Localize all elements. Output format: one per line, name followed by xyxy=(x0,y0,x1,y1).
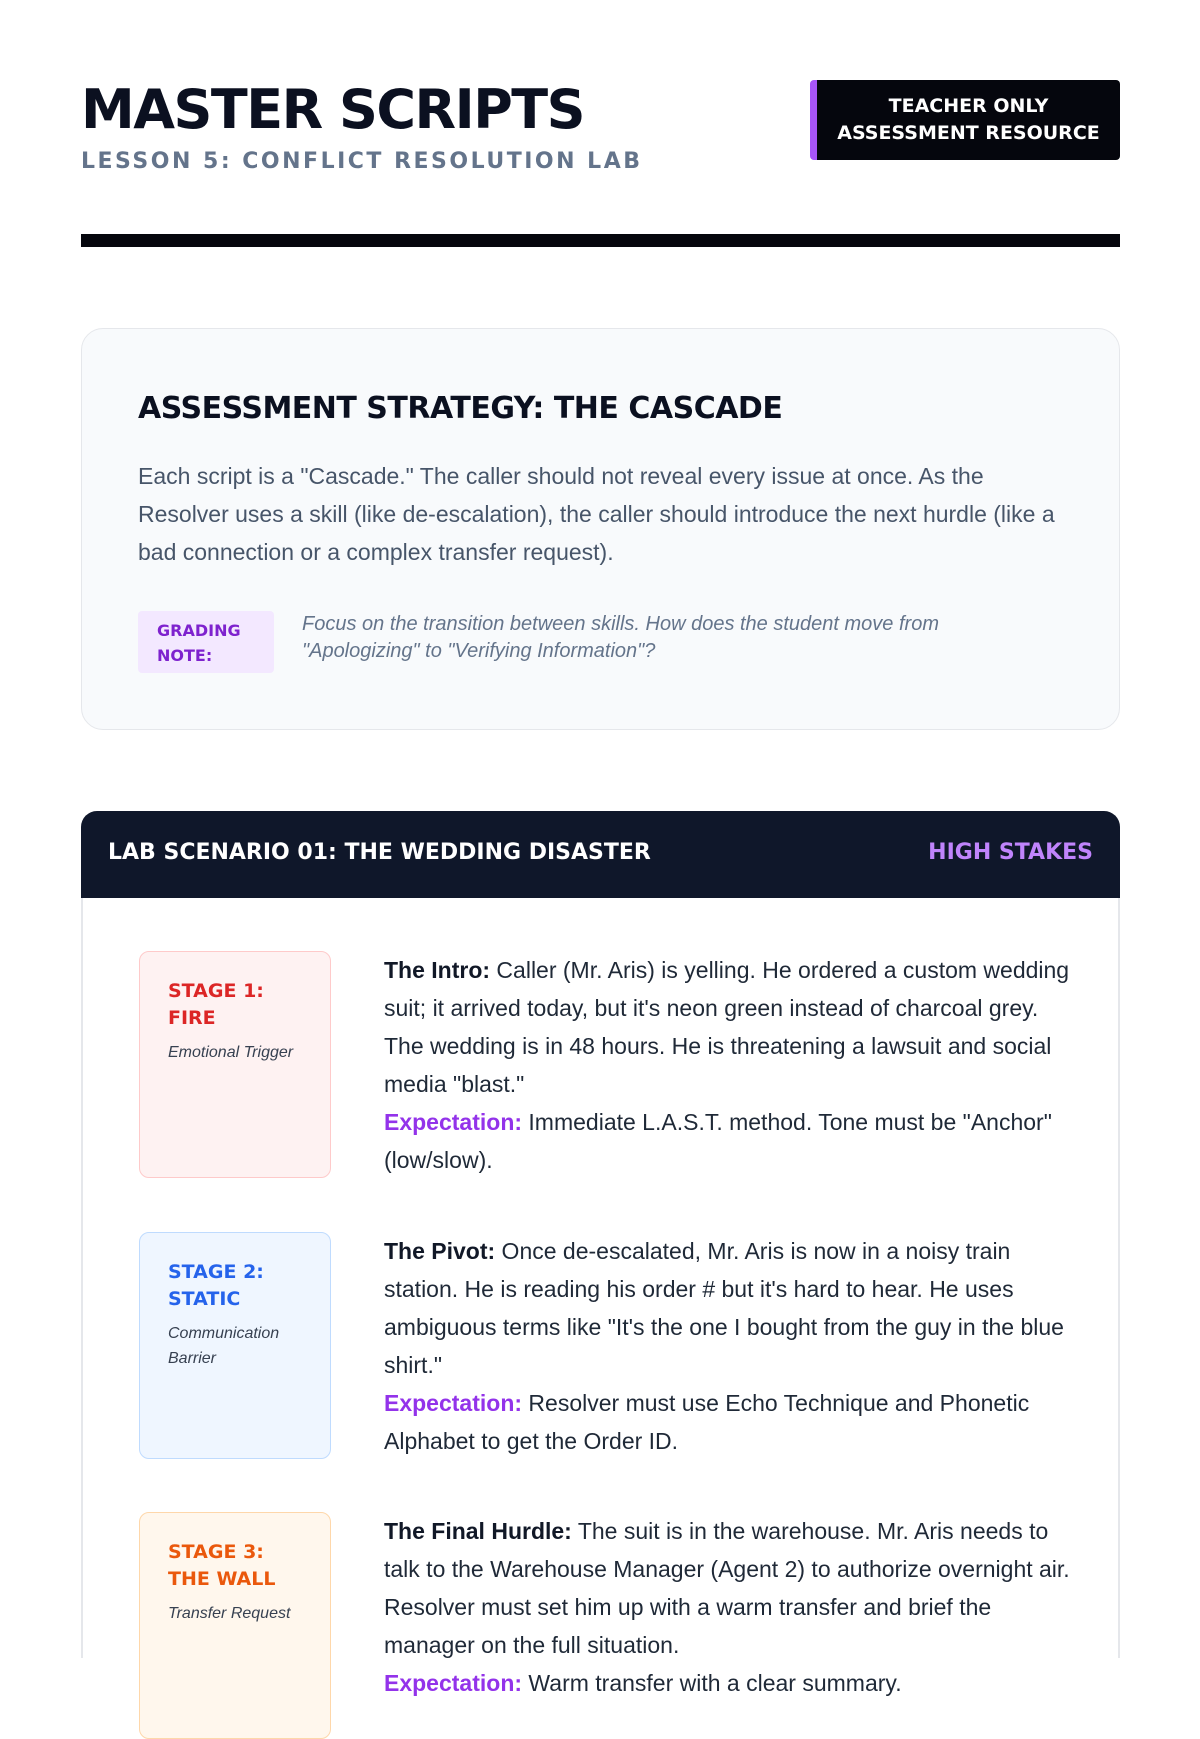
grading-note-label xyxy=(138,611,274,673)
scenario-title: LAB SCENARIO 01: THE WEDDING DISASTER xyxy=(108,840,651,865)
badge-line-1: TEACHER ONLY xyxy=(888,95,1049,117)
header-divider xyxy=(81,234,1120,247)
stage-lead: The Pivot: xyxy=(384,1238,496,1264)
stage-sublabel: Communication Barrier xyxy=(168,1325,280,1367)
assessment-strategy-card xyxy=(81,328,1120,730)
stage-lead: The Final Hurdle: xyxy=(384,1518,572,1544)
expectation-label: Expectation: xyxy=(384,1109,523,1135)
grading-label-line-1: GRADING xyxy=(157,621,241,640)
stage-label: STAGE 3: THE WALL xyxy=(168,1541,276,1590)
stage-description xyxy=(384,1232,1074,1460)
stage-description xyxy=(384,1512,1074,1702)
badge-line-2: ASSESSMENT RESOURCE xyxy=(837,122,1100,144)
stage-expectation xyxy=(384,1103,1074,1179)
expectation-label: Expectation: xyxy=(384,1390,523,1416)
stage-lead: The Intro: xyxy=(384,957,491,983)
stage-description xyxy=(384,951,1074,1179)
stage-expectation xyxy=(384,1664,1074,1702)
teacher-only-badge xyxy=(810,80,1120,160)
expectation-text: Warm transfer with a clear summary. xyxy=(522,1670,902,1696)
scenario-body xyxy=(81,898,1120,1696)
strategy-body: Each script is a "Cascade." The caller should not reveal every issue at once. As the Resolver uses a skill (like de-escalation), the caller should introduce the next hurdle (like a bad connection or a complex transfer request). xyxy=(138,463,1055,565)
page-header xyxy=(81,0,1120,250)
stage-text: The suit is in the warehouse. Mr. Aris needs to talk to the Warehouse Manager (Agent 2) to authorize overnight air. Resolver must set him up with a warm transfer and brief the manager on the full situation. xyxy=(384,1518,1070,1658)
stage-text: Once de-escalated, Mr. Aris is now in a noisy train station. He is reading his order # but it's hard to hear. He uses ambiguous terms like "It's the one I bought from the guy in the blue shirt." xyxy=(384,1238,1064,1378)
document-page xyxy=(81,0,1120,1696)
stage-card-fire xyxy=(139,951,331,1178)
scenario-header xyxy=(81,811,1120,898)
strategy-title: ASSESSMENT STRATEGY: THE CASCADE xyxy=(138,391,783,426)
stage-card-static xyxy=(139,1232,331,1459)
scenario-stakes-tag: HIGH STAKES xyxy=(928,840,1093,865)
stage-label: STAGE 1: FIRE xyxy=(168,980,264,1029)
page-title: MASTER SCRIPTS xyxy=(81,78,585,141)
stage-sublabel: Emotional Trigger xyxy=(168,1044,294,1061)
grading-note-text: Focus on the transition between skills. How does the student move from "Apologizing" to "Verifying Information"? xyxy=(302,613,939,662)
expectation-text: Immediate L.A.S.T. method. Tone must be "Anchor" (low/slow). xyxy=(384,1109,1052,1173)
expectation-label: Expectation: xyxy=(384,1670,523,1696)
stage-label: STAGE 2: STATIC xyxy=(168,1261,264,1310)
stage-expectation xyxy=(384,1384,1074,1460)
grading-label-line-2: NOTE: xyxy=(157,646,213,665)
stage-text: Caller (Mr. Aris) is yelling. He ordered a custom wedding suit; it arrived today, but it's neon green instead of charcoal grey. The wedding is in 48 hours. He is threatening a lawsuit and social media "blast." xyxy=(384,957,1070,1097)
stage-sublabel: Transfer Request xyxy=(168,1605,291,1622)
page-subtitle: LESSON 5: CONFLICT RESOLUTION LAB xyxy=(81,149,643,174)
expectation-text: Resolver must use Echo Technique and Phonetic Alphabet to get the Order ID. xyxy=(384,1390,1030,1454)
stage-card-wall xyxy=(139,1512,331,1739)
